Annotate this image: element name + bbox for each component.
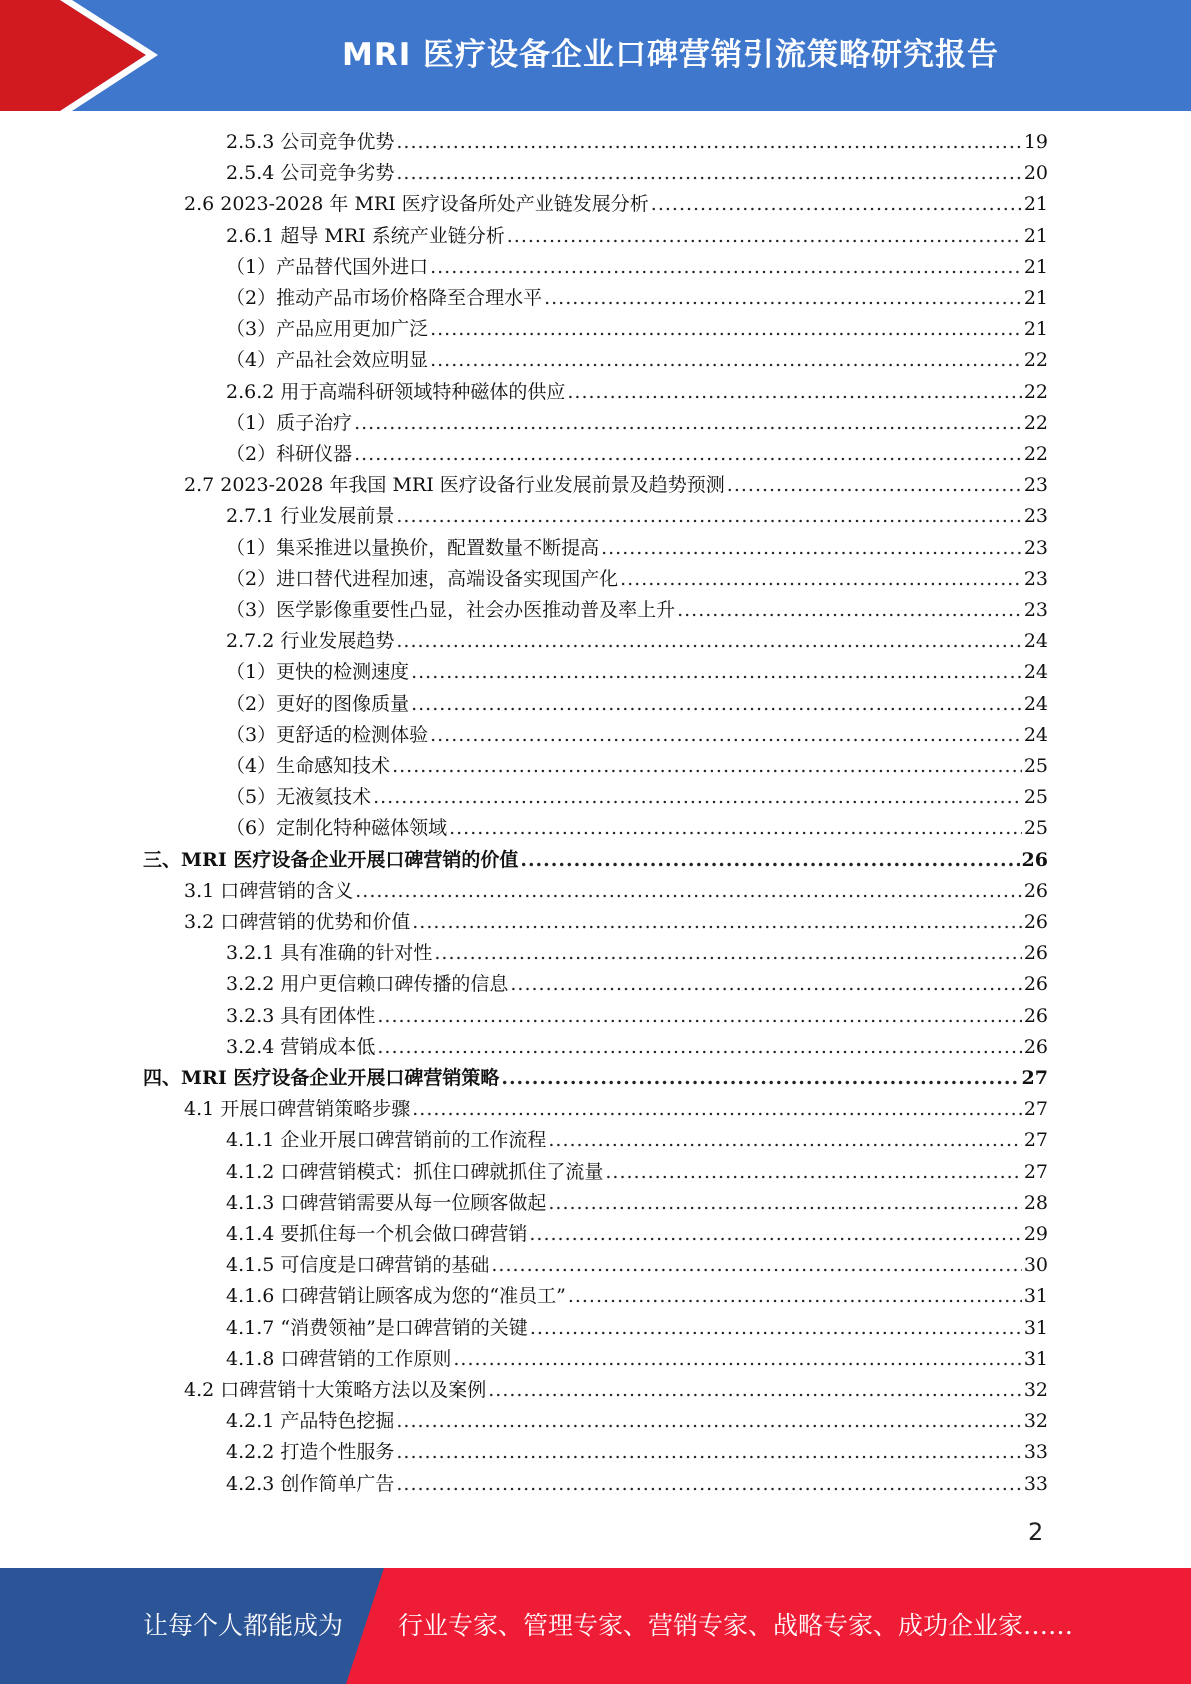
toc-entry-title: 3.2.2 用户更信赖口碑传播的信息: [226, 973, 509, 996]
toc-entry-title: （3）更舒适的检测体验: [226, 723, 429, 746]
toc-entry[interactable]: [226, 1406, 1048, 1437]
toc-entry-title: （3）产品应用更加广泛: [226, 318, 429, 341]
report-title: MRI 医疗设备企业口碑营销引流策略研究报告: [341, 36, 1000, 73]
toc-entry[interactable]: [226, 1219, 1048, 1250]
toc-dot-leader: [677, 595, 1022, 626]
toc-entry[interactable]: [226, 1313, 1048, 1344]
toc-entry-page: 30: [1023, 1254, 1048, 1277]
toc-entry[interactable]: [226, 408, 1048, 439]
toc-dot-leader: [411, 689, 1022, 720]
toc-entry[interactable]: [226, 1188, 1048, 1219]
toc-entry-page: 22: [1023, 411, 1048, 434]
toc-entry-page: 25: [1023, 755, 1048, 777]
toc-entry-page: 33: [1023, 1441, 1048, 1464]
toc-entry-page: 27: [1023, 1098, 1048, 1121]
toc-dot-leader: [449, 813, 1022, 844]
toc-entry-title: 4.1.8 口碑营销的工作原则: [226, 1347, 452, 1370]
toc-entry[interactable]: [226, 221, 1048, 252]
toc-entry-title: （2）科研仪器: [226, 443, 353, 465]
toc-entry-page: 24: [1023, 723, 1048, 746]
toc-entry-page: 21: [1023, 193, 1048, 216]
page-header: [0, 0, 1191, 111]
toc-entry-title: 2.6.1 超导 MRI 系统产业链分析: [226, 224, 505, 247]
toc-dot-leader: [377, 1001, 1021, 1032]
toc-dot-leader: [507, 221, 1022, 252]
toc-entry-page: 27: [1021, 1067, 1048, 1089]
toc-dot-leader: [355, 876, 1022, 907]
toc-entry[interactable]: [226, 377, 1048, 408]
toc-dot-leader: [377, 1032, 1021, 1063]
toc-entry-title: （1）集采推进以量换价，配置数量不断提高: [226, 536, 600, 559]
toc-entry[interactable]: [226, 1157, 1048, 1188]
toc-dot-leader: [396, 158, 1021, 189]
toc-dot-leader: [491, 1250, 1021, 1281]
toc-dot-leader: [601, 533, 1022, 564]
toc-dot-leader: [430, 345, 1022, 376]
toc-entry-page: 32: [1023, 1410, 1048, 1433]
toc-entry[interactable]: [226, 501, 1048, 532]
toc-entry-title: 三、MRI 医疗设备企业开展口碑营销的价值: [143, 848, 519, 871]
toc-dot-leader: [396, 127, 1021, 158]
toc-entry-page: 20: [1023, 162, 1048, 185]
toc-entry[interactable]: [226, 689, 1048, 720]
toc-entry[interactable]: [226, 813, 1048, 844]
toc-entry[interactable]: [226, 751, 1048, 782]
toc-entry-title: 3.2.4 营销成本低: [226, 1035, 376, 1058]
toc-dot-leader: [651, 189, 1022, 220]
toc-entry[interactable]: [226, 969, 1048, 1000]
toc-entry-page: 26: [1023, 1035, 1048, 1058]
toc-entry-page: 29: [1023, 1223, 1048, 1245]
toc-entry-title: 4.1.2 口碑营销模式：抓住口碑就抓住了流量: [226, 1160, 604, 1183]
toc-entry-title: 4.1.3 口碑营销需要从每一位顾客做起: [226, 1191, 547, 1214]
toc-dot-leader: [411, 657, 1022, 688]
toc-dot-leader: [548, 1188, 1021, 1219]
toc-entry-title: 4.2.3 创作简单广告: [226, 1472, 395, 1495]
toc-entry-page: 19: [1023, 131, 1048, 153]
toc-entry-title: （6）定制化特种磁体领域: [226, 817, 448, 840]
toc-entry[interactable]: [226, 595, 1048, 626]
toc-dot-leader: [727, 470, 1022, 501]
toc-entry-page: 26: [1023, 1004, 1048, 1027]
toc-dot-leader: [434, 938, 1021, 969]
toc-entry-title: 3.2.3 具有团体性: [226, 1004, 376, 1027]
toc-entry-title: （4）生命感知技术: [226, 755, 391, 777]
toc-entry-title: （1）产品替代国外进口: [226, 255, 429, 278]
toc-entry-title: 2.6 2023-2028 年 MRI 医疗设备所处产业链发展分析: [184, 193, 649, 216]
toc-dot-leader: [544, 283, 1022, 314]
toc-entry[interactable]: [226, 564, 1048, 595]
toc-entry[interactable]: [184, 876, 1048, 907]
toc-dot-leader: [530, 1313, 1022, 1344]
toc-entry[interactable]: [226, 1469, 1048, 1500]
toc-entry-title: 4.2.1 产品特色挖掘: [226, 1410, 395, 1433]
footer-slogan: 让每个人都能成为: [143, 1611, 344, 1640]
toc-entry-page: 22: [1023, 443, 1048, 465]
toc-entry[interactable]: [143, 845, 1048, 876]
toc-entry[interactable]: [226, 782, 1048, 813]
toc-dot-leader: [430, 720, 1022, 751]
toc-entry[interactable]: [226, 283, 1048, 314]
toc-entry-title: 3.1 口碑营销的含义: [184, 879, 354, 902]
toc-entry[interactable]: [143, 1063, 1048, 1094]
toc-entry-page: 21: [1023, 318, 1048, 341]
toc-entry-page: 31: [1023, 1347, 1048, 1370]
toc-entry[interactable]: [226, 1250, 1048, 1281]
toc-entry[interactable]: [226, 345, 1048, 376]
toc-entry-title: 4.1.4 要抓住每一个机会做口碑营销: [226, 1223, 528, 1245]
toc-entry[interactable]: [184, 470, 1048, 501]
toc-dot-leader: [510, 969, 1021, 1000]
toc-entry-page: 22: [1023, 349, 1048, 372]
toc-entry-page: 31: [1023, 1285, 1048, 1308]
toc-entry[interactable]: [226, 158, 1048, 189]
toc-entry[interactable]: [184, 907, 1048, 938]
toc-entry-title: （2）推动产品市场价格降至合理水平: [226, 287, 543, 309]
toc-entry-page: 23: [1023, 567, 1048, 590]
toc-entry-title: 2.5.4 公司竞争劣势: [226, 162, 395, 185]
toc-entry-page: 33: [1023, 1472, 1048, 1495]
toc-entry-page: 24: [1023, 630, 1048, 653]
toc-dot-leader: [605, 1157, 1021, 1188]
toc-entry-title: 3.2.1 具有准确的针对性: [226, 942, 433, 965]
toc-dot-leader: [501, 1063, 1019, 1094]
toc-dot-leader: [548, 1125, 1021, 1156]
toc-entry-title: 4.1.5 可信度是口碑营销的基础: [226, 1254, 490, 1277]
toc-entry-page: 24: [1023, 692, 1048, 715]
toc-entry-page: 25: [1023, 817, 1048, 840]
toc-entry-page: 28: [1023, 1191, 1048, 1214]
toc-dot-leader: [396, 1469, 1021, 1500]
toc-entry-page: 26: [1023, 911, 1048, 933]
toc-dot-leader: [488, 1375, 1022, 1406]
toc-entry-title: 2.7 2023-2028 年我国 MRI 医疗设备行业发展前景及趋势预测: [184, 474, 725, 497]
toc-dot-leader: [568, 1281, 1022, 1312]
toc-entry-page: 32: [1023, 1379, 1048, 1401]
toc-entry-page: 21: [1023, 224, 1048, 247]
toc-entry-title: 4.1 开展口碑营销策略步骤: [184, 1098, 411, 1121]
toc-entry-title: （2）更好的图像质量: [226, 692, 410, 715]
toc-dot-leader: [620, 564, 1022, 595]
toc-entry[interactable]: [226, 127, 1048, 158]
toc-dot-leader: [354, 439, 1022, 470]
toc-dot-leader: [412, 1094, 1022, 1125]
toc-entry-page: 26: [1023, 879, 1048, 902]
toc-dot-leader: [412, 907, 1022, 938]
toc-entry-page: 27: [1023, 1129, 1048, 1152]
toc-entry[interactable]: [184, 1094, 1048, 1125]
toc-entry-title: （4）产品社会效应明显: [226, 349, 429, 372]
toc-entry-page: 23: [1023, 474, 1048, 497]
toc-entry-page: 21: [1023, 287, 1048, 309]
toc-entry[interactable]: [226, 533, 1048, 564]
toc-entry[interactable]: [226, 1001, 1048, 1032]
toc-dot-leader: [430, 314, 1022, 345]
toc-entry-page: 22: [1023, 380, 1048, 403]
toc-entry[interactable]: [184, 1375, 1048, 1406]
toc-entry-page: 31: [1023, 1316, 1048, 1339]
toc-dot-leader: [529, 1219, 1021, 1250]
page-number: 2: [1028, 1518, 1044, 1546]
toc-entry-title: 4.2 口碑营销十大策略方法以及案例: [184, 1379, 487, 1401]
toc-entry-title: （3）医学影像重要性凸显，社会办医推动普及率上升: [226, 599, 676, 621]
toc-entry-title: 2.5.3 公司竞争优势: [226, 131, 395, 153]
toc-entry-title: 4.1.1 企业开展口碑营销前的工作流程: [226, 1129, 547, 1152]
toc-entry-page: 21: [1023, 255, 1048, 278]
toc-dot-leader: [430, 252, 1022, 283]
toc-entry-title: 2.6.2 用于高端科研领域特种磁体的供应: [226, 380, 566, 403]
toc-entry[interactable]: [226, 626, 1048, 657]
toc-entry-title: 2.7.1 行业发展前景: [226, 505, 395, 528]
footer-expert-list: 行业专家、管理专家、营销专家、战略专家、成功企业家……: [398, 1611, 1074, 1640]
toc-dot-leader: [567, 377, 1021, 408]
page-footer: [0, 1568, 1191, 1684]
toc-dot-leader: [396, 1437, 1021, 1468]
toc-dot-leader: [396, 501, 1021, 532]
toc-entry-page: 25: [1023, 786, 1048, 809]
toc-entry[interactable]: [226, 1344, 1048, 1375]
toc-entry[interactable]: [226, 1281, 1048, 1312]
toc-dot-leader: [396, 626, 1021, 657]
toc-entry-title: 4.2.2 打造个性服务: [226, 1441, 395, 1464]
toc-entry-page: 23: [1023, 536, 1048, 559]
toc-entry-title: 2.7.2 行业发展趋势: [226, 630, 395, 653]
toc-entry-title: （5）无液氦技术: [226, 786, 372, 809]
toc-entry[interactable]: [226, 1032, 1048, 1063]
toc-dot-leader: [453, 1344, 1021, 1375]
toc-entry-page: 27: [1023, 1160, 1048, 1183]
toc-entry-page: 26: [1023, 942, 1048, 965]
toc-entry[interactable]: [226, 252, 1048, 283]
toc-entry-page: 23: [1023, 505, 1048, 528]
toc-entry[interactable]: [226, 314, 1048, 345]
toc-dot-leader: [354, 408, 1022, 439]
toc-entry-page: 26: [1021, 848, 1048, 871]
toc-entry[interactable]: [226, 720, 1048, 751]
toc-entry[interactable]: [226, 938, 1048, 969]
toc-entry-page: 23: [1023, 599, 1048, 621]
toc-entry-title: 4.1.6 口碑营销让顾客成为您的“准员工”: [226, 1285, 566, 1308]
toc-dot-leader: [396, 1406, 1021, 1437]
toc-entry-title: 四、MRI 医疗设备企业开展口碑营销策略: [143, 1067, 500, 1089]
toc-dot-leader: [520, 845, 1019, 876]
toc-entry-title: 3.2 口碑营销的优势和价值: [184, 911, 411, 933]
toc-entry[interactable]: [226, 657, 1048, 688]
toc-entry-page: 26: [1023, 973, 1048, 996]
toc-entry-title: （1）更快的检测速度: [226, 661, 410, 684]
toc-entry[interactable]: [184, 189, 1048, 220]
toc-entry[interactable]: [226, 1437, 1048, 1468]
toc-dot-leader: [392, 751, 1022, 782]
toc-entry-page: 24: [1023, 661, 1048, 684]
toc-entry-title: 4.1.7 “消费领袖”是口碑营销的关键: [226, 1316, 528, 1339]
toc-entry[interactable]: [226, 1125, 1048, 1156]
toc-entry-title: （2）进口替代进程加速，高端设备实现国产化: [226, 567, 619, 590]
toc-dot-leader: [373, 782, 1022, 813]
toc-entry-title: （1）质子治疗: [226, 411, 353, 434]
toc-entry[interactable]: [226, 439, 1048, 470]
